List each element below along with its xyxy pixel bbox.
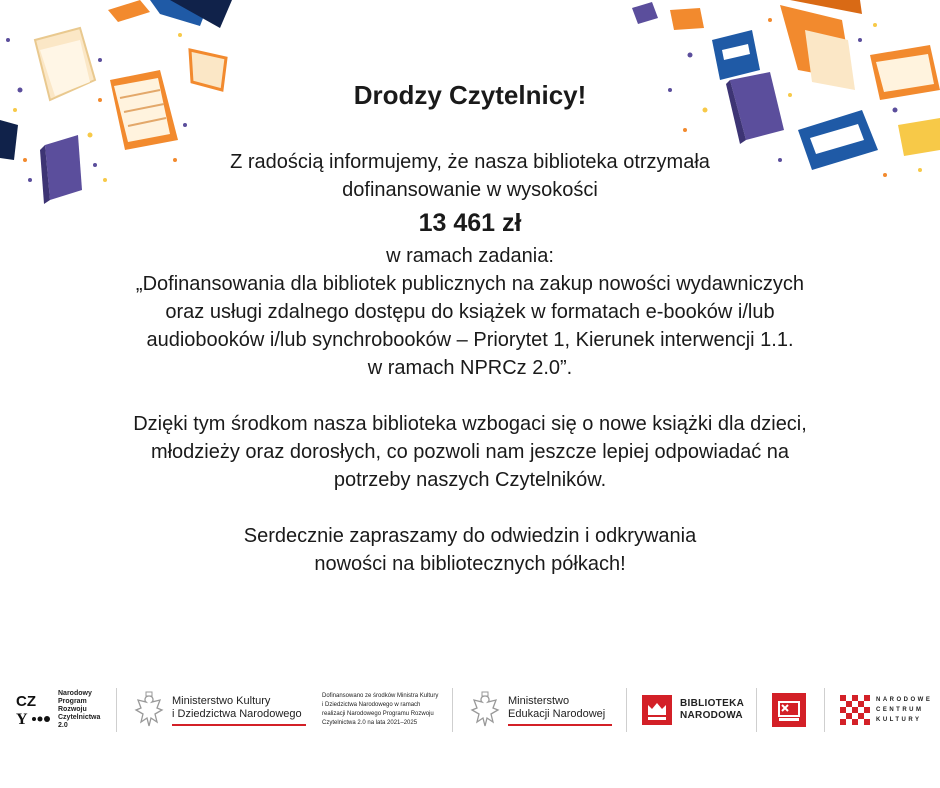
bn-name: BIBLIOTEKA NARODOWA: [680, 698, 745, 721]
open-book-icon: [780, 0, 862, 90]
nck-name: NARODOWE CENTRUM KULTURY: [876, 697, 933, 723]
book-icon: [0, 120, 18, 160]
svg-text:CZ: CZ: [16, 693, 36, 710]
book-icon: [712, 30, 760, 80]
benefits-line: Dzięki tym środkom nasza biblioteka wzbogaci się o nowe książki dla dzieci,: [133, 413, 807, 435]
book-icon: [632, 2, 658, 24]
funding-note: Dofinansowano ze środków Ministra Kultury i Dziedzictwa Narodowego w ramach realizacji Narodowego Programu Rozwoju Czytelnictwa 2.0 na lata 2021–2025: [322, 693, 439, 726]
task-intro: w ramach zadania:: [386, 245, 554, 267]
book-icon: [108, 0, 232, 28]
crown-icon: [642, 695, 672, 725]
announcement-letter: [40, 78, 900, 606]
logo-divider: [626, 688, 627, 732]
book-icon: [670, 8, 704, 30]
logo-divider: [452, 688, 453, 732]
invitation-line: nowości na bibliotecznych półkach!: [314, 553, 626, 575]
polish-eagle-icon: [132, 690, 166, 730]
task-line: audiobooków i/lub synchrobooków – Priorytet 1, Kierunek interwencji 1.1.: [146, 329, 794, 351]
nprcz-logo: [16, 680, 100, 740]
polish-eagle-icon: [468, 690, 502, 730]
mkidn-logo: [132, 680, 306, 740]
nprcz-name: Narodowy Program Rozwoju Czytelnictwa 2.0: [58, 690, 101, 729]
task-line: w ramach NPRCz 2.0”.: [367, 357, 573, 379]
benefits-line: potrzeby naszych Czytelników.: [333, 469, 607, 491]
nck-pattern-icon: [840, 695, 870, 725]
red-underline: [172, 724, 306, 726]
invitation-paragraph: [40, 522, 900, 578]
men-logo: [468, 680, 612, 740]
svg-text:Y: Y: [16, 711, 28, 728]
intro-line: Z radością informujemy, że nasza biblioteka otrzymała: [230, 151, 710, 173]
letter-title: Drodzy Czytelnicy!: [353, 80, 587, 110]
nck-logo: [840, 680, 932, 740]
benefits-paragraph: [40, 410, 900, 494]
task-line: „Dofinansowania dla bibliotek publicznych na zakup nowości wydawniczych: [135, 273, 805, 295]
logo-divider: [824, 688, 825, 732]
funding-amount: 13 461 zł: [418, 209, 522, 237]
logo-divider: [116, 688, 117, 732]
red-underline: [508, 724, 612, 726]
program-badge-logo: [772, 680, 806, 740]
mkidn-name: Ministerstwo Kultury i Dziedzictwa Narodowego: [172, 695, 306, 726]
book-icon: [898, 118, 940, 156]
invitation-line: Serdecznie zapraszamy do odwiedzin i odkrywania: [243, 525, 697, 547]
sponsor-logos-bar: [0, 680, 940, 740]
biblioteka-narodowa-logo: [642, 680, 744, 740]
intro-line: dofinansowanie w wysokości: [342, 179, 598, 201]
logo-divider: [756, 688, 757, 732]
badge-icon: [772, 693, 806, 727]
task-line: oraz usługi zdalnego dostępu do książek w formatach e-booków i/lub: [165, 301, 775, 323]
men-name: Ministerstwo Edukacji Narodowej: [508, 695, 612, 726]
intro-paragraph: [40, 148, 900, 382]
benefits-line: młodzieży oraz dorosłych, co pozwoli nam jeszcze lepiej odpowiadać na: [150, 441, 790, 463]
nprcz-mark-icon: [16, 692, 50, 728]
